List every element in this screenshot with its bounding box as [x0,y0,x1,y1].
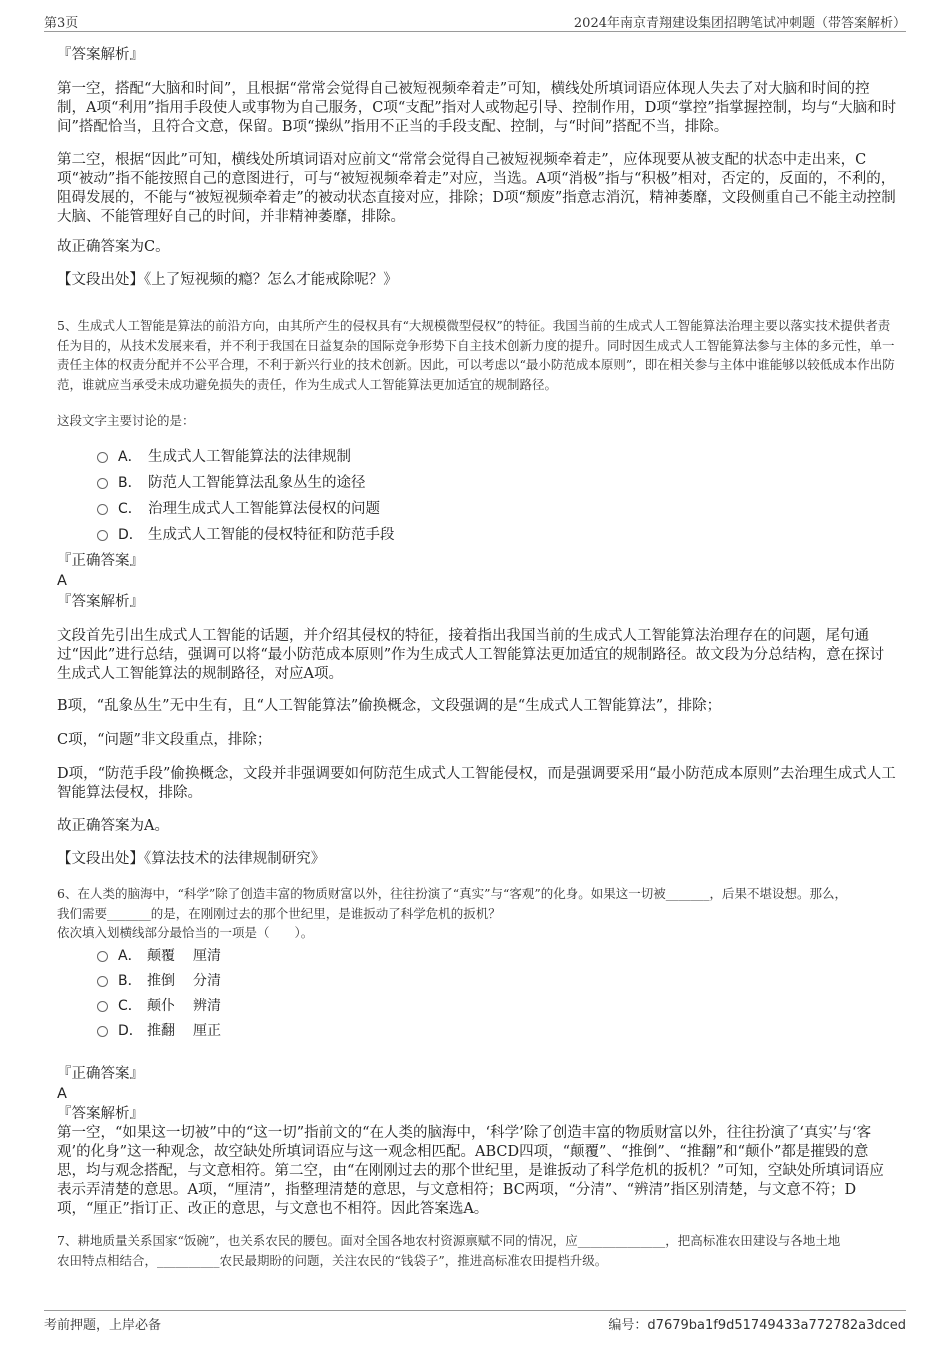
q6-analysis-label: 『答案解析』 [57,1106,144,1122]
header-divider [44,31,906,32]
q5-option-a[interactable] [97,447,351,467]
radio-button-icon[interactable] [97,1026,108,1037]
q7-stem-line2: 农田特点相结合，__________农民最期盼的问题，关注农民的“钱袋子”，推进高标准农田提档升级。 [57,1253,608,1268]
radio-button-icon[interactable] [97,452,108,463]
option-word-2: 厘正 [193,1023,221,1039]
q5-stem: 5、生成式人工智能是算法的前沿方向，由其所产生的侵权具有“大规模微型侵权”的特征。我国当前的生成式人工智能算法治理主要以落实技术提供者责任为目的，从技术发展来看，并不利于我国在日益复杂的国际竞争形势下自主技术创新力度的提升。同时因生成式人工智能算法参与主体的多元性，单一责任主体的权责分配并不公平合理，不利于新兴行业的技术创新。因此，可以考虑以“最小防范成本原则”，即在相关参与主体中谁能够以较低成本作出防范，谁就应当承受未成功避免损失的责任，作为生成式人工智能算法更加适宜的规制路径。 [57,318,895,392]
q6-answer: A [57,1086,67,1102]
q4-analysis-para1: 第一空，搭配“大脑和时间”，且根据“常常会觉得自己被短视频牵着走”可知，横线处所填词语应体现人失去了对大脑和时间的控制，A项“利用”指用手段使人或事物为自己服务，C项“支配”指对人或物起引导、控制作用，D项“掌控”指掌握控制，均与“大脑和时间”搭配恰当，且符合文意，保留。B项“操纵”指用不正当的手段支配、控制，与“时间”搭配不当，排除。 [57,81,897,135]
radio-button-icon[interactable] [97,951,108,962]
page-number: 第3页 [44,16,79,31]
q5-analysis-label: 『答案解析』 [57,594,144,610]
q6-option-a[interactable] [97,946,221,966]
q4-conclusion: 故正确答案为C。 [57,239,170,255]
option-word-2: 分清 [193,973,221,989]
option-word-1: 推倒 [147,973,175,989]
q5-option-d[interactable] [97,525,395,545]
option-text: 生成式人工智能的侵权特征和防范手段 [148,527,395,543]
option-text: 生成式人工智能算法的法律规制 [148,449,351,465]
option-text: 防范人工智能算法乱象丛生的途径 [148,475,366,491]
q6-stem-line2: 我们需要_______的是，在刚刚过去的那个世纪里，是谁扳动了科学危机的扳机？ [57,906,501,921]
option-key: C． [118,501,142,517]
q5-analysis-para1: 文段首先引出生成式人工智能的话题，并介绍其侵权的特征，接着指出我国当前的生成式人工智能算法治理存在的问题，尾句通过“因此”进行总结，强调可以将“最小防范成本原则”作为生成式人工智能算法更加适宜的规制路径。故文段为分总结构，意在探讨生成式人工智能算法的规制路径，对应A项。 [57,628,885,682]
radio-button-icon[interactable] [97,504,108,515]
q6-answer-label: 『正确答案』 [57,1066,144,1082]
option-key: B． [118,973,142,989]
q4-analysis-label: 『答案解析』 [57,47,144,63]
document-id [608,1314,906,1333]
q5-analysis-option-c: C项，“问题”非文段重点，排除； [57,732,272,748]
q6-option-d[interactable] [97,1021,221,1041]
option-key: D． [118,1023,143,1039]
q5-question: 这段文字主要讨论的是： [57,413,195,428]
q5-analysis-option-b: B项，“乱象丛生”无中生有，且“人工智能算法”偷换概念，文段强调的是“生成式人工智能算法”，排除； [57,698,722,714]
q6-stem-line1: 6、在人类的脑海中，“科学”除了创造丰富的物质财富以外，往往扮演了“真实”与“客观”的化身。如果这一切被_______，后果不堪设想。那么， [57,886,848,901]
option-word-1: 颠仆 [147,998,175,1014]
q5-source: 【文段出处】《算法技术的法律规制研究》 [57,851,326,867]
option-key: A． [118,449,142,465]
q6-option-c[interactable] [97,996,221,1016]
q5-answer: A [57,573,67,589]
q6-question: 依次填入划横线部分最恰当的一项是（ ）。 [57,925,314,940]
radio-button-icon[interactable] [97,1001,108,1012]
document-id-label: 编号： [608,1318,648,1333]
q5-option-c[interactable] [97,499,380,519]
radio-button-icon[interactable] [97,530,108,541]
q6-analysis: 第一空，“如果这一切被”中的“这一切”指前文的“在人类的脑海中，‘科学’除了创造丰富的物质财富以外，往往扮演了‘真实’与‘客观’的化身”这一种观念，故空缺处所填词语应与这一观念相匹配。ABCD四项，“颠覆”、“推倒”、“推翻”和“颠仆”都是摧毁的意思，均与观念搭配，与文意相符。第二空，由“在刚刚过去的那个世纪里，是谁扳动了科学危机的扳机？”可知，空缺处所填词语应表示弄清楚的意思。A项，“厘清”，指整理清楚的意思，与文意相符；BC两项，“分清”、“辨清”指区别清楚，与文意不符；D项，“厘正”指订正、改正的意思，与文意也不相符。因此答案选A。 [57,1125,884,1217]
option-word-2: 辨清 [193,998,221,1014]
document-id-value: d7679ba1f9d51749433a772782a3dced [647,1318,906,1333]
q6-option-b[interactable] [97,971,221,991]
q5-answer-label: 『正确答案』 [57,553,144,569]
option-word-1: 推翻 [147,1023,175,1039]
option-key: C． [118,998,142,1014]
option-word-1: 颠覆 [147,948,175,964]
option-key: B． [118,475,142,491]
q4-source: 【文段出处】《上了短视频的瘾？怎么才能戒除呢？》 [57,272,398,288]
option-key: D． [118,527,143,543]
q5-option-b[interactable] [97,473,366,493]
footer-divider [44,1310,906,1311]
radio-button-icon[interactable] [97,478,108,489]
radio-button-icon[interactable] [97,976,108,987]
q5-conclusion: 故正确答案为A。 [57,818,169,834]
document-title: 2024年南京青翔建设集团招聘笔试冲刺题（带答案解析） [573,16,906,31]
option-word-2: 厘清 [193,948,221,964]
q7-stem-line1: 7、耕地质量关系国家“饭碗”，也关系农民的腰包。面对全国各地农村资源禀赋不同的情况，应______________，把高标准农田建设与各地土地 [57,1233,841,1248]
footer-slogan: 考前押题，上岸必备 [44,1318,162,1333]
option-key: A． [118,948,142,964]
option-text: 治理生成式人工智能算法侵权的问题 [148,501,380,517]
q4-analysis-para2: 第二空，根据“因此”可知，横线处所填词语对应前文“常常会觉得自己被短视频牵着走”，应体现要从被支配的状态中走出来，C项“被动”指不能按照自己的意图进行，可与“被短视频牵着走”对应，当选。A项“消极”指与“积极”相对，否定的，反面的，不利的，阻碍发展的，不能与“被短视频牵着走”的被动状态直接对应，排除；D项“颓废”指意志消沉，精神萎靡，文段侧重自己不能主动控制大脑、不能管理好自己的时间，并非精神萎靡，排除。 [57,152,896,225]
q5-analysis-option-d: D项，“防范手段”偷换概念，文段并非强调要如何防范生成式人工智能侵权，而是强调要采用“最小防范成本原则”去治理生成式人工智能算法侵权，排除。 [57,766,896,801]
